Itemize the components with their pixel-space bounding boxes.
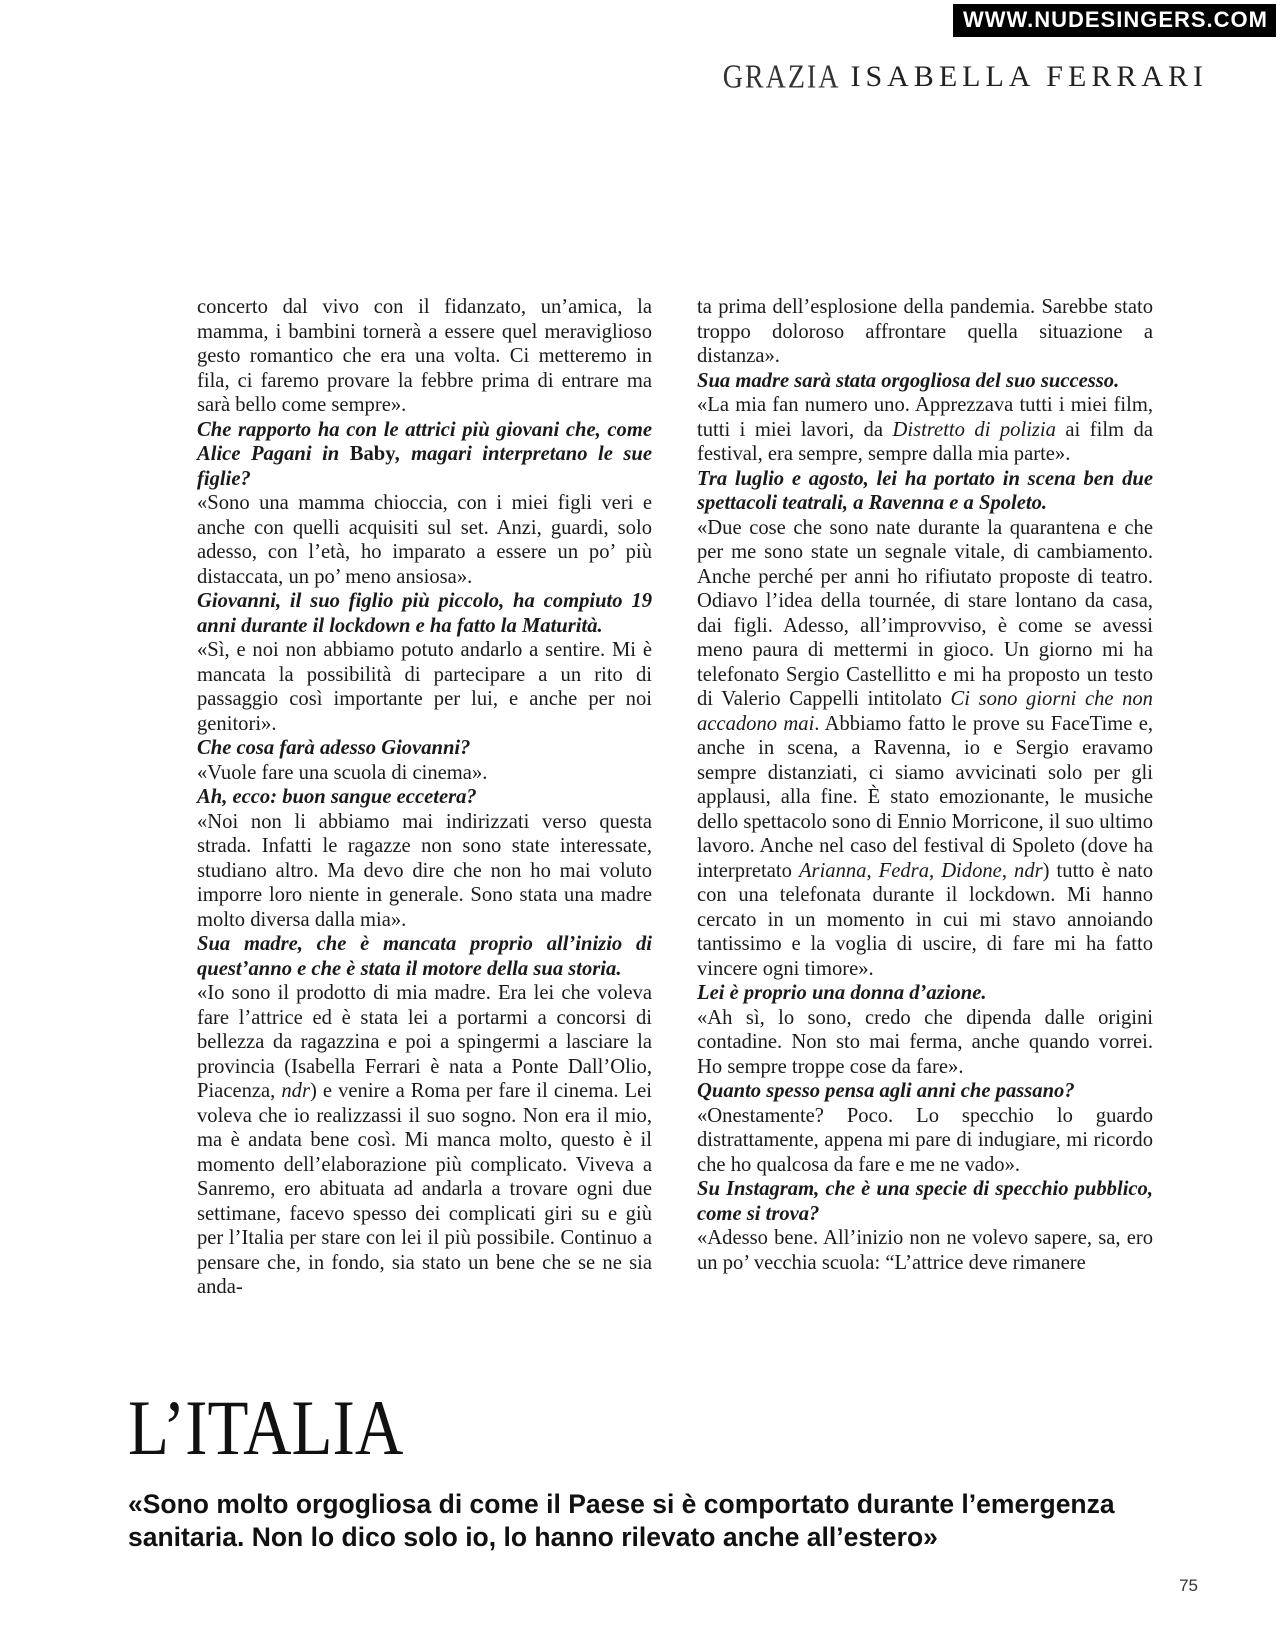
- interview-question: Lei è proprio una donna d’azione.: [697, 982, 987, 1004]
- interview-answer: «Noi non li abbiamo mai indirizzati verso questa strada. Infatti le ragazze non sono state interessate, studiano altro. Ma devo dire che non ho mai voluto imporre loro niente in generale. Sono stata una madre molto diversa dalla mia».: [197, 810, 652, 931]
- interview-answer: «Vuole fare una scuola di cinema».: [197, 761, 488, 784]
- interview-answer: «Ah sì, lo sono, credo che dipenda dalle origini contadine. Non sto mai ferma, anche quando vorrei. Ho sempre troppe cose da fare».: [697, 1006, 1153, 1078]
- interview-answer: «Adesso bene. All’inizio non ne volevo sapere, sa, ero un po’ vecchia scuola: “L’attrice deve rimanere: [697, 1227, 1153, 1274]
- interview-question: Quanto spesso pensa agli anni che passano?: [697, 1080, 1075, 1102]
- interview-answer: «Sì, e noi non abbiamo potuto andarlo a sentire. Mi è mancata la possibilità di partecipare a un rito di passaggio così importante per lui, e anche per noi genitori».: [197, 639, 652, 735]
- interview-answer: «Sono una mamma chioccia, con i miei figli veri e anche con quelli acquisiti sul set. Anzi, guardi, solo adesso, con l’età, ho imparato a essere un po’ più distaccata, un po’ meno ansiosa».: [197, 492, 652, 588]
- interview-question: Tra luglio e agosto, lei ha portato in scena ben due spettacoli teatrali, a Ravenna e a Spoleto.: [697, 467, 1153, 514]
- interview-question: Che cosa farà adesso Giovanni?: [197, 737, 471, 759]
- page-header: [723, 60, 1208, 94]
- interview-answer: «Onestamente? Poco. Lo specchio lo guardo distrattamente, appena mi pare di indugiare, mi ricordo che ho qualcosa da fare e me ne vado».: [697, 1104, 1153, 1176]
- pull-quote: «Sono molto orgogliosa di come il Paese si è comportato durante l’emergenza sanitaria. Non lo dico solo io, lo hanno rilevato anche all’estero»: [128, 1489, 1115, 1552]
- interview-question: Giovanni, il suo figlio più piccolo, ha compiuto 19 anni durante il lockdown e ha fatto la Maturità.: [197, 590, 652, 637]
- interview-answer: «La mia fan numero uno. Apprezzava tutti i miei film, tutti i miei lavori, da Distretto di polizia ai film da festival, era sempre, sempre dalla mia parte».: [697, 394, 1153, 465]
- interview-question: Sua madre, che è mancata proprio all’inizio di quest’anno e che è stata il motore della sua storia.: [197, 933, 652, 980]
- pull-quote-title: L’ITALIA: [128, 1384, 404, 1471]
- interview-question: Ah, ecco: buon sangue eccetera?: [197, 786, 477, 808]
- paragraph: concerto dal vivo con il fidanzato, un’amica, la mamma, i bambini tornerà a essere quel meraviglioso gesto romantico che era una volta. Ci metteremo in fila, ci faremo provare la febbre prima di entrare ma sarà bello come sempre».: [197, 296, 652, 416]
- interview-question: Sua madre sarà stata orgogliosa del suo successo.: [697, 369, 1120, 392]
- interview-answer: «Io sono il prodotto di mia madre. Era lei che voleva fare l’attrice ed è stata lei a portarmi a concorsi di bellezza da ragazzina e poi a spingermi a lasciare la provincia (Isabella Ferrari è nata a Ponte Dall’Olio, Piacenza, ndr) e venire a Roma per fare il cinema. Lei voleva che io realizzassi il suo sogno. Non era il mio, ma è andata bene così. Mi manca molto, questo è il momento dell’elaborazione più complicato. Viveva a Sanremo, ero abituata ad andarla a trovare ogni due settimane, facevo spesso dei complicati giri su e giù per l’Italia per stare con lei il più possibile. Continuo a pensare che, in fondo, sia stato un bene che se ne sia anda-: [197, 982, 652, 1298]
- magazine-brand: GRAZIA: [722, 58, 841, 96]
- watermark: WWW.NUDESINGERS.COM: [953, 4, 1276, 37]
- left-column: [197, 295, 652, 1300]
- page-number: 75: [1179, 1576, 1198, 1595]
- interview-question: Che rapporto ha con le attrici più giovani che, come Alice Pagani in Baby, magari interpretano le sue figlie?: [197, 418, 652, 490]
- right-column: [697, 295, 1153, 1275]
- article-subject: ISABELLA FERRARI: [850, 60, 1208, 93]
- paragraph: ta prima dell’esplosione della pandemia. Sarebbe stato troppo doloroso affrontare quella situazione a distanza».: [697, 296, 1153, 367]
- interview-answer: «Due cose che sono nate durante la quarantena e che per me sono state un segnale vitale, di cambiamento. Anche perché per anni ho rifiutato proposte di teatro. Odiavo l’idea della tournée, di stare lontano da casa, dai figli. Adesso, all’improvviso, è come se avessi meno paura di mettermi in gioco. Un giorno mi ha telefonato Sergio Castellitto e mi ha proposto un testo di Valerio Cappelli intitolato Ci sono giorni che non accadono mai. Abbiamo fatto le prove su FaceTime e, anche in scena, a Ravenna, io e Sergio eravamo sempre distanziati, ci siamo avvicinati solo per gli applausi, alla fine. È stato emozionante, le musiche dello spettacolo sono di Ennio Morricone, il suo ultimo lavoro. Anche nel caso del festival di Spoleto (dove ha interpretato Arianna, Fedra, Didone, ndr) tutto è nato con una telefonata durante il lockdown. Mi hanno cercato in un momento in cui mi stavo annoiando tantissimo e la voglia di uscire, di fare mi ha fatto vincere ogni timore».: [697, 516, 1153, 980]
- interview-question: Su Instagram, che è una specie di specchio pubblico, come si trova?: [697, 1178, 1153, 1225]
